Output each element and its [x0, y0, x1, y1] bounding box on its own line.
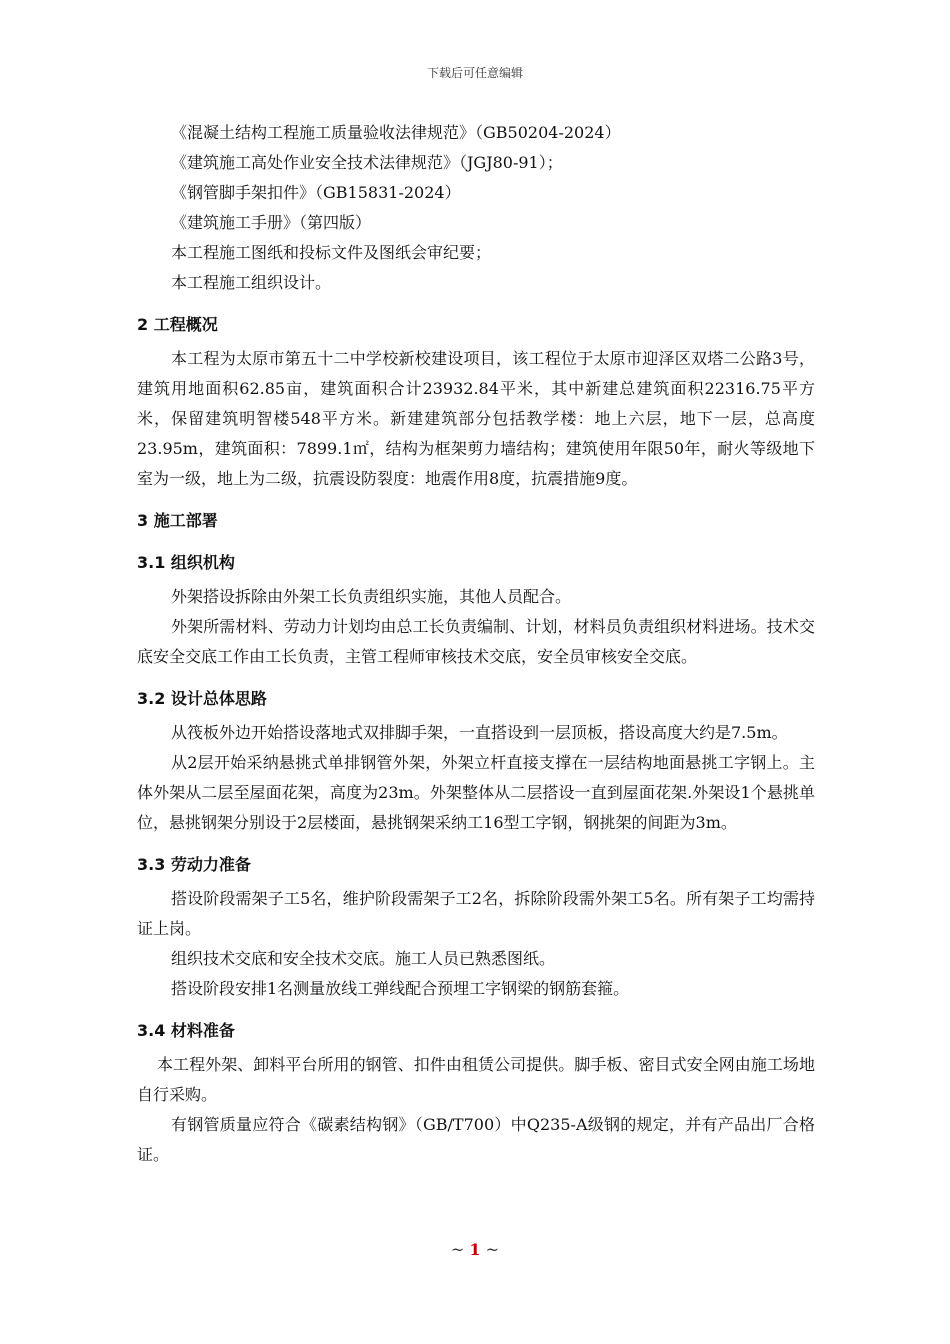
- reference-item: 《建筑施工手册》（第四版）: [171, 213, 372, 232]
- paragraph: 本工程为太原市第五十二中学校新校建设项目，该工程位于太原市迎泽区双塔二公路3号，建筑用地面积62.85亩，建筑面积合计23932.84平米，其中新建总建筑面积22316.75平方米，保留建筑明智楼548平方米。新建建筑部分包括教学楼：地上六层，地下一层，总高度23.95m，建筑面积：7899.1㎡，结构为框架剪力墙结构；建筑使用年限50年，耐火等级地下室为一级，地上为二级，抗震设防裂度：地震作用8度，抗震措施9度。: [137, 349, 815, 488]
- paragraph: 外架搭设拆除由外架工长负责组织实施，其他人员配合。: [171, 587, 572, 606]
- paragraph: 从筏板外边开始搭设落地式双排脚手架，一直搭设到一层顶板，搭设高度大约是7.5m。: [171, 723, 788, 742]
- page-number: 1: [469, 1240, 481, 1259]
- reference-item: 《混凝土结构工程施工质量验收法律规范》（GB50204-2024）: [171, 123, 621, 142]
- section-heading: 2 工程概况: [137, 315, 218, 334]
- reference-item: 本工程施工组织设计。: [171, 273, 332, 292]
- page-header: 下载后可任意编辑: [426, 66, 523, 80]
- section-heading: 3.4 材料准备: [137, 1021, 235, 1040]
- document-body: [137, 118, 815, 1170]
- paragraph: 有钢管质量应符合《碳素结构钢》（GB/T700）中Q235-A级钢的规定，并有产品出厂合格证。: [137, 1115, 815, 1164]
- paragraph: 外架所需材料、劳动力计划均由总工长负责编制、计划，材料员负责组织材料进场。技术交底安全交底工作由工长负责，主管工程师审核技术交底，安全员审核安全交底。: [137, 617, 815, 666]
- reference-item: 本工程施工图纸和投标文件及图纸会审纪要；: [171, 243, 492, 262]
- section-heading: 3 施工部署: [137, 511, 218, 530]
- reference-item: 《钢管脚手架扣件》（GB15831-2024）: [171, 183, 461, 202]
- section-heading: 3.1 组织机构: [137, 553, 235, 572]
- paragraph: 搭设阶段安排1名测量放线工弹线配合预埋工字钢梁的钢筋套箍。: [171, 979, 630, 998]
- section-heading: 3.3 劳动力准备: [137, 855, 251, 874]
- footer-right: ~: [480, 1240, 500, 1259]
- page-footer: [0, 1240, 950, 1259]
- footer-left: ~: [450, 1240, 470, 1259]
- reference-item: 《建筑施工高处作业安全技术法律规范》（JGJ80-91）；: [171, 153, 563, 172]
- paragraph: 本工程外架、卸料平台所用的钢管、扣件由租赁公司提供。脚手板、密目式安全网由施工场地自行采购。: [137, 1055, 815, 1104]
- section-heading: 3.2 设计总体思路: [137, 689, 267, 708]
- paragraph: 组织技术交底和安全技术交底。施工人员已熟悉图纸。: [171, 949, 556, 968]
- paragraph: 搭设阶段需架子工5名，维护阶段需架子工2名，拆除阶段需外架工5名。所有架子工均需持证上岗。: [137, 889, 815, 938]
- paragraph: 从2层开始采纳悬挑式单排钢管外架，外架立杆直接支撑在一层结构地面悬挑工字钢上。主体外架从二层至屋面花架，高度为23m。外架整体从二层搭设一直到屋面花架.外架设1个悬挑单位，悬挑钢架分别设于2层楼面，悬挑钢架采纳工16型工字钢，钢挑架的间距为3m。: [137, 753, 815, 832]
